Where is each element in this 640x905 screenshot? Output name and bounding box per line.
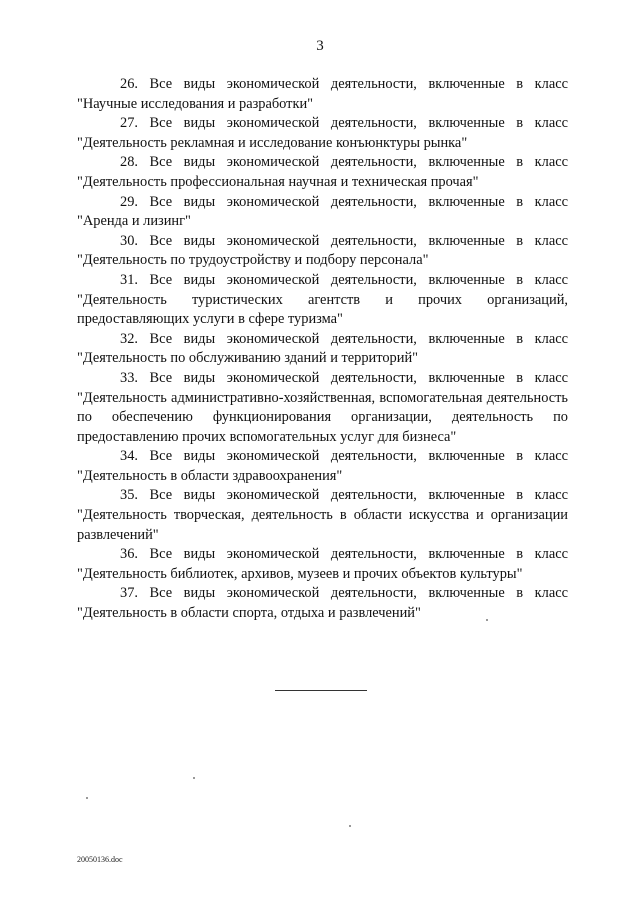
scan-speck bbox=[86, 797, 88, 799]
item-lead-31: 31. Все виды экономической деятельности, включенные в класс bbox=[120, 271, 568, 288]
scan-speck bbox=[349, 825, 351, 827]
document-body bbox=[77, 75, 568, 624]
list-item bbox=[77, 114, 568, 153]
item-class-32: "Деятельность по обслуживанию зданий и территорий" bbox=[77, 350, 419, 367]
item-lead-32: 32. Все виды экономической деятельности, включенные в класс bbox=[120, 330, 568, 347]
item-lead-33: 33. Все виды экономической деятельности, включенные в класс bbox=[120, 369, 568, 386]
list-item bbox=[77, 330, 568, 369]
item-class-36: "Деятельность библиотек, архивов, музеев и прочих объектов культуры" bbox=[77, 565, 523, 582]
end-separator-line bbox=[275, 690, 367, 691]
item-class-31: "Деятельность туристических агентств и прочих организаций, предоставляющих услуги в сфере туризма" bbox=[77, 291, 568, 328]
list-item bbox=[77, 271, 568, 330]
list-item bbox=[77, 369, 568, 447]
item-class-30: "Деятельность по трудоустройству и подбору персонала" bbox=[77, 252, 429, 269]
scan-speck bbox=[193, 777, 195, 779]
list-item bbox=[77, 193, 568, 232]
item-lead-26: 26. Все виды экономической деятельности, включенные в класс bbox=[120, 76, 568, 92]
item-lead-34: 34. Все виды экономической деятельности, включенные в класс bbox=[120, 448, 568, 465]
item-class-33: "Деятельность административно-хозяйственная, вспомогательная деятельность по обеспечению функционирования организации, деятельность по предоставлению прочих вспомогательных услуг для бизнеса" bbox=[77, 389, 568, 445]
footer-filename: 20050136.doc bbox=[77, 855, 123, 864]
list-item bbox=[77, 545, 568, 584]
page-number: 3 bbox=[316, 38, 324, 54]
item-class-35: "Деятельность творческая, деятельность в области искусства и организации развлечений" bbox=[77, 507, 568, 543]
item-lead-37: 37. Все виды экономической деятельности, включенные в класс bbox=[120, 585, 568, 602]
item-lead-30: 30. Все виды экономической деятельности, включенные в класс bbox=[120, 232, 568, 249]
item-lead-29: 29. Все виды экономической деятельности, включенные в класс bbox=[120, 193, 568, 210]
list-item bbox=[77, 486, 568, 545]
list-item bbox=[77, 232, 568, 271]
item-lead-27: 27. Все виды экономической деятельности, включенные в класс bbox=[120, 115, 568, 132]
item-class-26: "Научные исследования и разработки" bbox=[77, 95, 314, 112]
list-item bbox=[77, 584, 568, 623]
item-lead-28: 28. Все виды экономической деятельности, включенные в класс bbox=[120, 154, 568, 171]
item-lead-36: 36. Все виды экономической деятельности, включенные в класс bbox=[120, 546, 568, 563]
item-class-34: "Деятельность в области здравоохранения" bbox=[77, 467, 343, 484]
list-item bbox=[77, 447, 568, 486]
item-class-27: "Деятельность рекламная и исследование конъюнктуры рынка" bbox=[77, 134, 468, 151]
item-class-28: "Деятельность профессиональная научная и техническая прочая" bbox=[77, 173, 479, 190]
list-item bbox=[77, 75, 568, 114]
scan-speck bbox=[486, 619, 488, 621]
list-item bbox=[77, 153, 568, 192]
item-class-29: "Аренда и лизинг" bbox=[77, 213, 191, 230]
item-lead-35: 35. Все виды экономической деятельности, включенные в класс bbox=[120, 487, 568, 504]
item-class-37: "Деятельность в области спорта, отдыха и развлечений" bbox=[77, 605, 421, 622]
